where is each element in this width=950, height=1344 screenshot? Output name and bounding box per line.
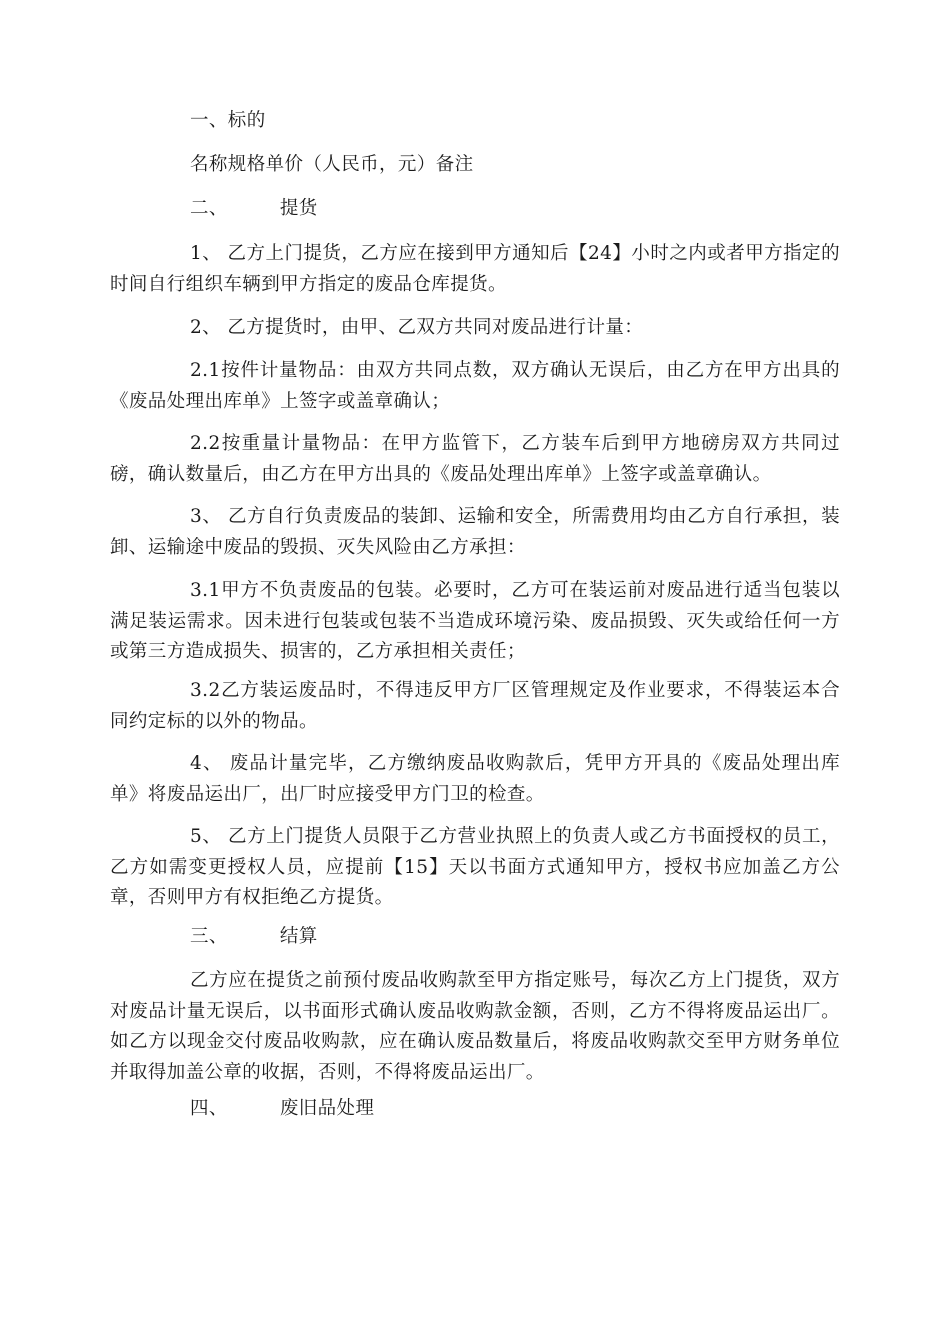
section-title: 废旧品处理 bbox=[279, 1098, 375, 1119]
section-heading-3 bbox=[190, 922, 318, 952]
section-heading-1: 一、标的 bbox=[190, 110, 266, 131]
paragraph: 4、 废品计量完毕，乙方缴纳废品收购款后，凭甲方开具的《废品处理出库单》将废品运出厂，出厂时应接受甲方门卫的检查。 bbox=[110, 753, 840, 805]
paragraph: 2.2按重量计量物品：在甲方监管下，乙方装车后到甲方地磅房双方共同过磅，确认数量后，由乙方在甲方出具的《废品处理出库单》上签字或盖章确认。 bbox=[110, 433, 840, 485]
section-number: 三、 bbox=[190, 926, 228, 947]
paragraph: 3、 乙方自行负责废品的装卸、运输和安全，所需费用均由乙方自行承担，装卸、运输途中废品的毁损、灭失风险由乙方承担： bbox=[110, 506, 840, 558]
paragraph: 1、 乙方上门提货，乙方应在接到甲方通知后【24】小时之内或者甲方指定的时间自行组织车辆到甲方指定的废品仓库提货。 bbox=[110, 243, 840, 295]
section-title: 结算 bbox=[279, 926, 318, 947]
paragraph: 2、 乙方提货时，由甲、乙双方共同对废品进行计量： bbox=[190, 317, 644, 338]
section-number: 四、 bbox=[190, 1098, 228, 1119]
section-heading-2 bbox=[190, 194, 318, 224]
paragraph: 乙方应在提货之前预付废品收购款至甲方指定账号，每次乙方上门提货，双方对废品计量无误后，以书面形式确认废品收购款金额，否则，乙方不得将废品运出厂。如乙方以现金交付废品收购款，应在确认废品数量后，将废品收购款交至甲方财务单位并取得加盖公章的收据，否则，不得将废品运出厂。 bbox=[110, 970, 840, 1083]
paragraph: 3.1甲方不负责废品的包装。必要时，乙方可在装运前对废品进行适当包装以满足装运需求。因未进行包装或包装不当造成环境污染、废品损毁、灭失或给任何一方或第三方造成损失、损害的，乙方承担相关责任； bbox=[110, 580, 840, 662]
section-title: 提货 bbox=[279, 198, 318, 219]
paragraph: 2.1按件计量物品：由双方共同点数，双方确认无误后，由乙方在甲方出具的《废品处理出库单》上签字或盖章确认； bbox=[110, 360, 840, 412]
paragraph: 3.2乙方装运废品时，不得违反甲方厂区管理规定及作业要求，不得装运本合同约定标的以外的物品。 bbox=[110, 680, 840, 732]
table-header-line: 名称规格单价（人民币，元）备注 bbox=[190, 154, 474, 175]
section-number: 二、 bbox=[190, 198, 228, 219]
paragraph: 5、 乙方上门提货人员限于乙方营业执照上的负责人或乙方书面授权的员工，乙方如需变更授权人员，应提前【15】天以书面方式通知甲方，授权书应加盖乙方公章，否则甲方有权拒绝乙方提货。 bbox=[110, 826, 840, 908]
section-heading-4 bbox=[190, 1094, 374, 1124]
